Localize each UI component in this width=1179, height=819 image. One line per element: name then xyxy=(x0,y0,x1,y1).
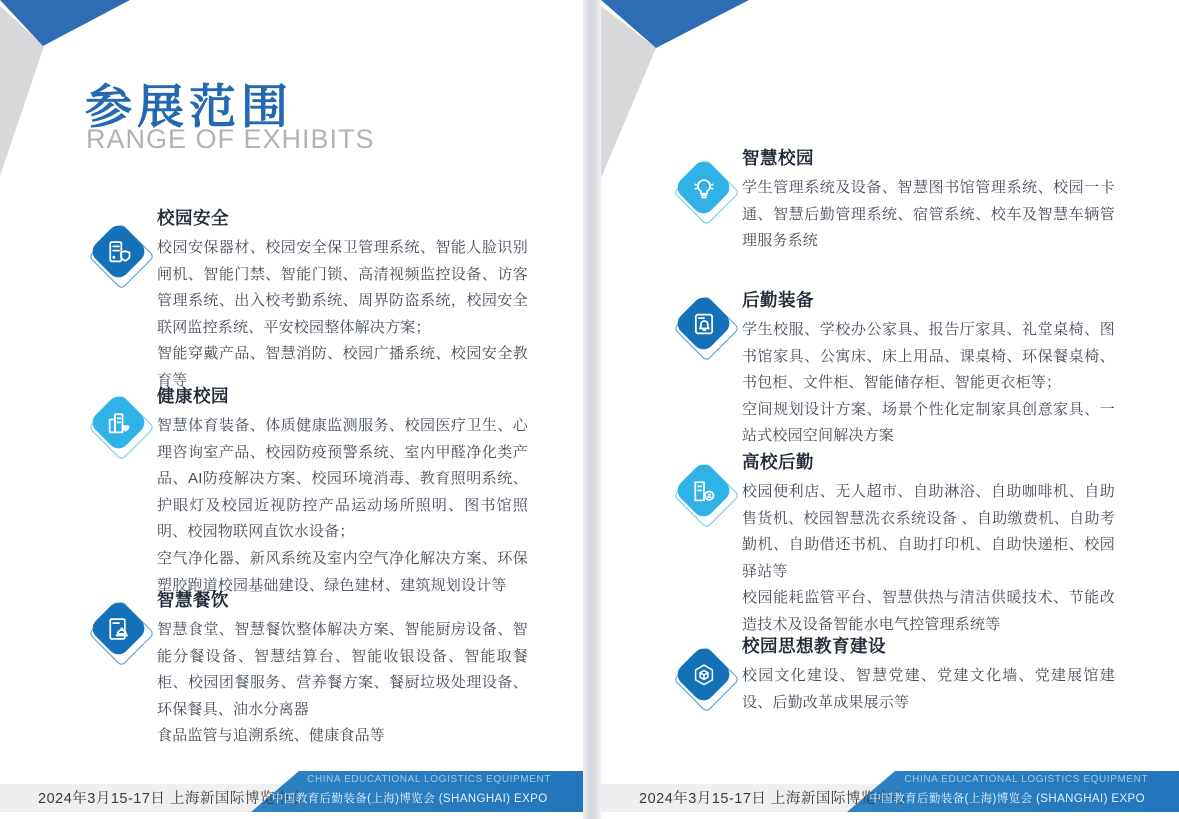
section-paragraph: 空气净化器、新风系统及室内空气净化解决方案、环保塑胶跑道校园基础建设、绿色建材、建筑规划设计等 xyxy=(157,549,528,594)
section-logistics-equipment xyxy=(671,288,1115,450)
page-subtitle: RANGE OF EXHIBITS xyxy=(86,124,375,154)
section-paragraph: 校园能耗监管平台、智慧供热与清洁供暖技术、节能改造技术及设备智能水电气控管理系统等 xyxy=(742,589,1115,633)
section-paragraph: 学生校服、学校办公家具、报告厅家具、礼堂桌椅、图书馆家具、公寓床、床上用品、课桌椅、环保餐桌椅、书包柜、文件柜、智能储存柜、智能更衣柜等； xyxy=(742,321,1115,392)
section-title: 高校后勤 xyxy=(742,452,814,472)
footer-expo-name-en: CHINA EDUCATIONAL LOGISTICS EQUIPMENT xyxy=(904,774,1149,785)
section-smart-campus xyxy=(671,146,1115,255)
section-paragraph: 校园便利店、无人超市、自助淋浴、自助咖啡机、自助售货机、校园智慧洗衣系统设备 、自助缴费机、自助考勤机、自助借还书机、自助打印机、自助快递柜、校园驿站等 xyxy=(742,483,1115,580)
page-left xyxy=(0,0,583,819)
lightbulb-icon xyxy=(671,156,737,222)
section-paragraph: 智慧体育装备、体质健康监测服务、校园医疗卫生、心理咨询室产品、校园防疫预警系统、室内甲醛净化类产品、AI防疫解决方案、校园环境消毒、教育照明系统、护眼灯及校园近视防控产品运动场所照明、图书馆照明、校园物联网直饮水设备； xyxy=(157,417,528,541)
locker-bell-icon xyxy=(671,292,737,358)
page-fold-divider xyxy=(583,0,601,819)
section-paragraph: 校园安保器材、校园安全保卫管理系统、智能人脸识别闸机、智能门禁、智能门锁、高清视频监控设备、访客管理系统、出入校考勤系统、周界防盗系统，校园安全联网监控系统、平安校园整体解决方案； xyxy=(157,239,528,336)
footer-expo-name-cn: 中国教育后勤装备(上海)博览会 (SHANGHAI) EXPO xyxy=(271,793,548,805)
building-heart-icon xyxy=(86,391,152,457)
section-title: 智慧餐饮 xyxy=(157,590,229,610)
section-title: 智慧校园 xyxy=(742,148,814,168)
section-ideological-education xyxy=(671,634,1115,716)
section-title: 校园思想教育建设 xyxy=(742,636,886,656)
section-healthy-campus xyxy=(86,384,528,599)
section-paragraph: 校园文化建设、智慧党建、党建文化墙、党建展馆建设、后勤改革成果展示等 xyxy=(742,667,1115,711)
section-paragraph: 空间规划设计方案、场景个性化定制家具创意家具、一站式校园空间解决方案 xyxy=(742,400,1115,445)
page-right xyxy=(601,0,1179,819)
section-paragraph: 食品监管与追溯系统、健康食品等 xyxy=(157,727,386,745)
section-title: 后勤装备 xyxy=(742,290,814,310)
cube-hexagon-icon xyxy=(671,643,737,709)
section-paragraph: 智慧食堂、智慧餐饮整体解决方案、智能厨房设备、智能分餐设备、智慧结算台、智能收银设备、智能取餐柜、校园团餐服务、营养餐方案、餐厨垃圾处理设备、环保餐具、油水分离器 xyxy=(157,621,528,718)
building-cart-icon xyxy=(671,459,737,525)
footer-date-venue: 2024年3月15-17日 上海新国际博览中心 xyxy=(639,791,906,807)
section-paragraph: 智能穿戴产品、智慧消防、校园广播系统、校园安全教育等 xyxy=(157,345,528,389)
section-title: 健康校园 xyxy=(157,386,229,406)
section-campus-safety xyxy=(86,206,528,395)
section-university-logistics xyxy=(671,450,1115,639)
server-shield-icon xyxy=(86,220,152,286)
menu-cloche-icon xyxy=(86,597,152,663)
section-smart-dining xyxy=(86,588,528,750)
footer-expo-name-cn: 中国教育后勤装备(上海)博览会 (SHANGHAI) EXPO xyxy=(869,793,1145,805)
footer-date-venue: 2024年3月15-17日 上海新国际博览中心 xyxy=(38,791,305,807)
section-title: 校园安全 xyxy=(157,208,229,228)
footer-expo-name-en: CHINA EDUCATIONAL LOGISTICS EQUIPMENT xyxy=(307,774,552,785)
page-title: 参展范围 xyxy=(85,80,293,133)
section-paragraph: 学生管理系统及设备、智慧图书馆管理系统、校园一卡通、智慧后勤管理系统、宿管系统、校车及智慧车辆管理服务系统 xyxy=(742,179,1115,250)
